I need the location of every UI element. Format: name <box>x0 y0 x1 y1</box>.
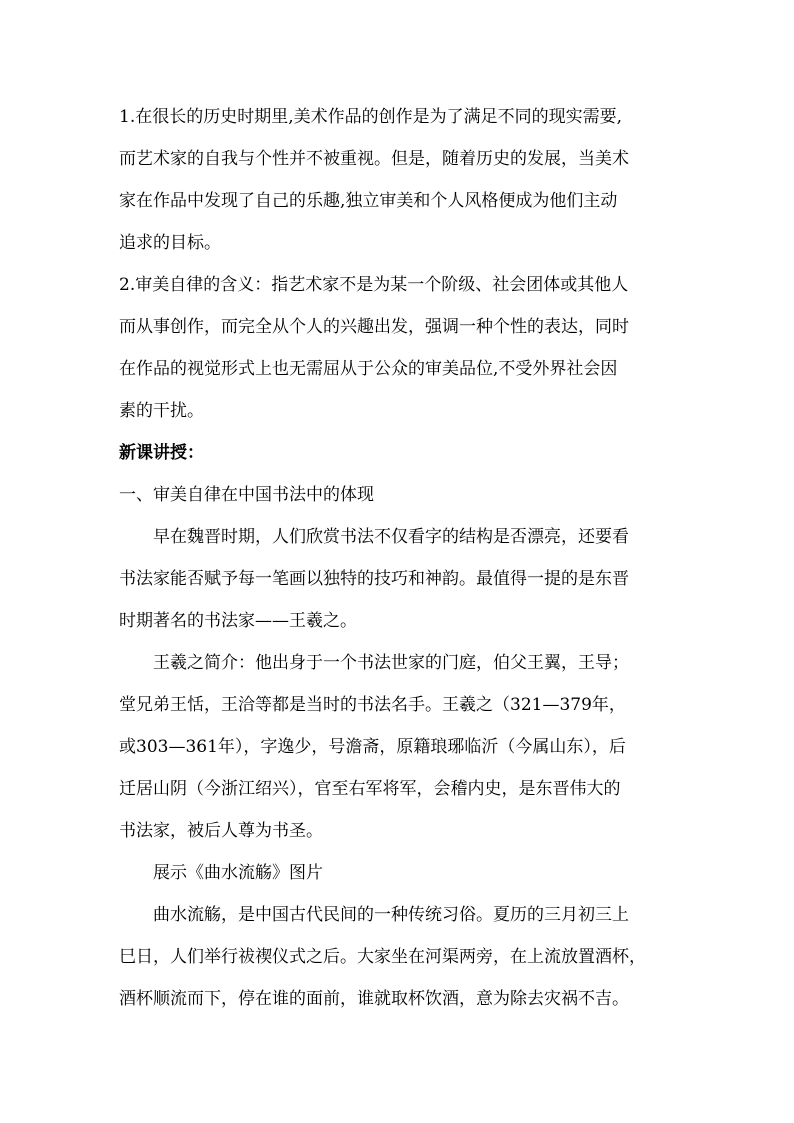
text-line: 王羲之简介：他出身于一个书法世家的门庭，伯父王翼，王导； <box>153 653 629 673</box>
text-line: 2.审美自律的含义：指艺术家不是为某一个阶级、社会团体或其他人 <box>119 275 629 295</box>
text-line: 书法家能否赋予每一笔画以独特的技巧和神韵。最值得一提的是东晋 <box>119 569 629 589</box>
text-line: 而艺术家的自我与个性并不被重视。但是，随着历史的发展，当美术 <box>119 149 629 169</box>
text-line: 追求的目标。 <box>119 233 221 253</box>
text-line: 时期著名的书法家——王羲之。 <box>119 611 357 631</box>
text-line: 曲水流觞，是中国古代民间的一种传统习俗。夏历的三月初三上 <box>153 905 629 925</box>
text-line: 1.在很长的历史时期里,美术作品的创作是为了满足不同的现实需要, <box>119 107 623 127</box>
text-line: 酒杯顺流而下，停在谁的面前，谁就取杯饮酒，意为除去灾祸不吉。 <box>119 989 629 1009</box>
text-line: 而从事创作，而完全从个人的兴趣出发，强调一种个性的表达，同时 <box>119 317 629 337</box>
text-line: 素的干扰。 <box>119 401 204 421</box>
text-line: 迁居山阴（今浙江绍兴），官至右军将军，会稽内史，是东晋伟大的 <box>119 779 621 799</box>
text-line: 书法家，被后人尊为书圣。 <box>119 821 323 841</box>
text-line: 家在作品中发现了自己的乐趣,独立审美和个人风格便成为他们主动 <box>119 191 618 211</box>
section-heading: 新课讲授： <box>119 443 204 463</box>
text-line: 早在魏晋时期，人们欣赏书法不仅看字的结构是否漂亮，还要看 <box>153 527 629 547</box>
text-line: 展示《曲水流觞》图片 <box>153 863 323 883</box>
text-line: 或303—361年），字逸少，号澹斋，原籍琅琊临沂（今属山东），后 <box>119 737 626 757</box>
subsection-heading: 一、审美自律在中国书法中的体现 <box>119 485 374 505</box>
text-line: 堂兄弟王恬，王洽等都是当时的书法名手。王羲之（321—379年， <box>119 695 626 715</box>
text-line: 在作品的视觉形式上也无需屈从于公众的审美品位,不受外界社会因 <box>119 359 618 379</box>
text-line: 巳日，人们举行祓禊仪式之后。大家坐在河渠两旁，在上流放置酒杯， <box>119 947 646 967</box>
